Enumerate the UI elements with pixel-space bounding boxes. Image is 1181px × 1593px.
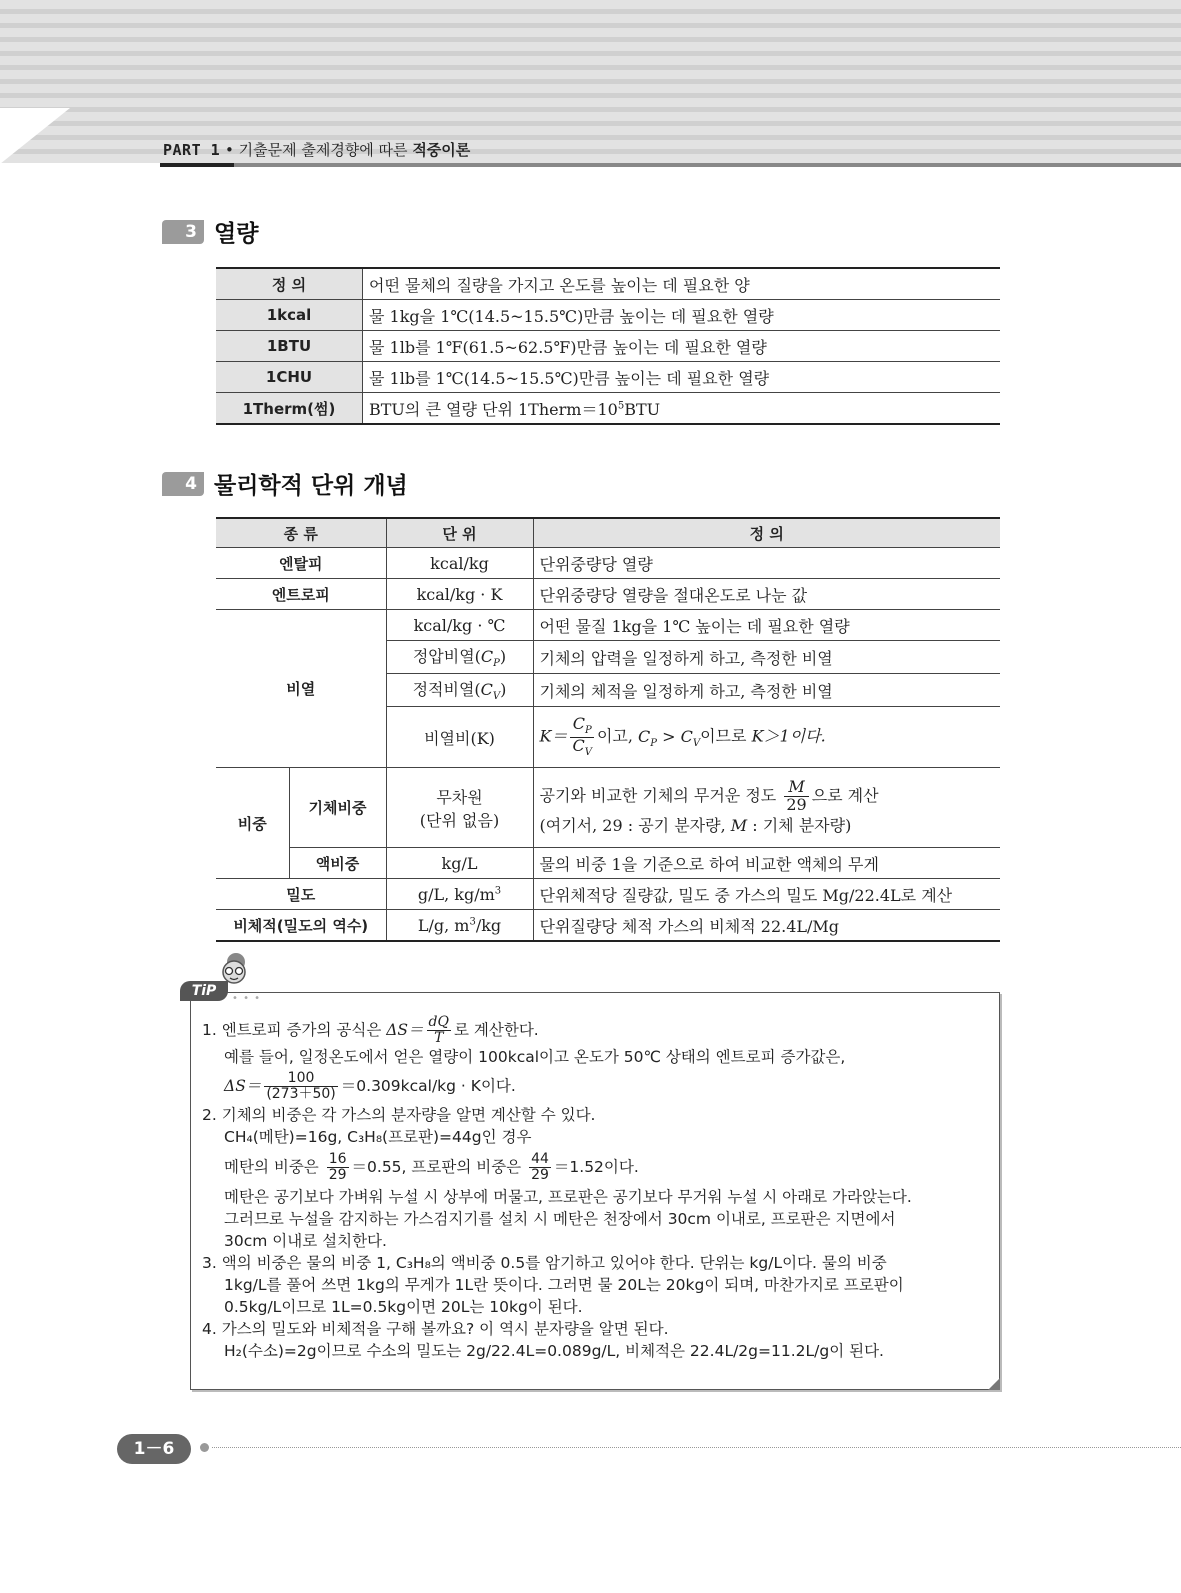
row-key: 1BTU [216, 331, 363, 362]
row-definition: 물의 비중 1을 기준으로 하여 비교한 액체의 무게 [533, 848, 1000, 879]
definition-text: 공기와 비교한 기체의 무거운 정도 [539, 785, 777, 805]
row-key: 1kcal [216, 300, 363, 331]
section-label: 물리학적 단위 개념 [214, 473, 408, 499]
unit-text: (단위 없음) [419, 810, 500, 830]
value-text: BTU [624, 399, 661, 419]
table-row [216, 848, 1000, 879]
fraction [784, 776, 808, 814]
formula-text: 이므로 [700, 726, 752, 746]
row-value: 물 1lb를 1℃(14.5~15.5℃)만큼 높이는 데 필요한 열량 [363, 362, 1001, 393]
tip-line [202, 1148, 988, 1186]
table-row [216, 548, 1000, 579]
subscript: V [492, 691, 501, 703]
row-subkind: 액비중 [289, 848, 386, 879]
fraction [570, 713, 593, 758]
unit-text: ) [500, 680, 507, 700]
row-value: 물 1lb를 1℉(61.5~62.5℉)만큼 높이는 데 필요한 열량 [363, 331, 1001, 362]
formula-inequality: $C_P > C_V$ [638, 726, 701, 749]
symbol: C [480, 680, 493, 700]
tip-line: 그러므로 누설을 감지하는 가스검지기를 설치 시 메탄은 천장에서 30cm 이내로, 프로판은 지면에서 [224, 1210, 896, 1228]
header-fold [0, 108, 70, 164]
tip-line: 1kg/L를 풀어 쓰면 1kg의 무게가 1L란 뜻이다. 그러면 물 20L는 20kg이 되며, 마찬가지로 프로판이 [224, 1276, 904, 1294]
footer-dot [200, 1443, 209, 1452]
fraction-denominator: 29 [328, 1167, 347, 1183]
fraction-denominator: 29 [531, 1167, 549, 1183]
fraction-numerator: 16 [328, 1151, 347, 1168]
table-row [216, 610, 1000, 641]
row-kind: 비중 [216, 768, 289, 879]
column-header: 단 위 [386, 518, 533, 548]
definition-text: 으로 계산 [811, 785, 879, 805]
row-definition: 단위질량당 체적 가스의 비체적 22.4L/Mg [533, 910, 1000, 942]
value-text: BTU의 큰 열량 단위 1Therm＝10 [369, 399, 618, 419]
header-separator: • [224, 141, 234, 159]
tip-badge: TiP [180, 981, 228, 1001]
formula-lhs: ΔS＝ [224, 1077, 262, 1095]
row-unit [386, 641, 533, 674]
formula-lhs: ΔS＝ [386, 1021, 424, 1039]
fraction-numerator: 100 [264, 1071, 337, 1087]
section-number: 4 [162, 472, 204, 496]
tip-line: 4. 가스의 밀도와 비체적을 구해 볼까요? 이 역시 분자량을 알면 된다. [202, 1320, 669, 1338]
formula-conclusion: K＞1이다. [751, 726, 826, 746]
definition-line [540, 813, 995, 836]
row-unit [386, 910, 533, 942]
row-unit: 비열비(K) [386, 707, 533, 768]
row-definition: 어떤 물질 1kg을 1℃ 높이는 데 필요한 열량 [533, 610, 1000, 641]
tip-line: 30cm 이내로 설치한다. [224, 1232, 387, 1250]
tip-line: H₂(수소)=2g이므로 수소의 밀도는 2g/22.4L=0.089g/L, 비체적은 22.4L/2g=11.2L/g이 된다. [224, 1342, 884, 1360]
tip-dots: • • • [232, 993, 262, 1004]
tip-line: 3. 액의 비중은 물의 비중 1, C₃H₈의 액비중 0.5를 암기하고 있어야 한다. 단위는 kg/L이다. 물의 비중 [202, 1254, 887, 1272]
fraction-denominator: $C_V$ [572, 735, 592, 758]
row-definition: 단위체적당 질량값, 밀도 중 가스의 밀도 Mg/22.4L로 계산 [533, 879, 1000, 910]
row-unit: kg/L [386, 848, 533, 879]
definition-line [539, 776, 995, 814]
column-header: 정 의 [533, 518, 1000, 548]
tip-line [202, 1068, 988, 1104]
row-definition: 기체의 압력을 일정하게 하고, 측정한 비열 [533, 641, 1000, 674]
row-unit [386, 674, 533, 707]
row-unit: kcal/kg · K [386, 579, 533, 610]
heat-units-table [216, 267, 1000, 425]
page-number: 1－6 [117, 1434, 191, 1464]
fraction-numerator: M [784, 779, 808, 797]
table-row [216, 879, 1000, 910]
row-subkind: 기체비중 [289, 768, 386, 848]
header-rule [160, 163, 1181, 167]
row-value: 물 1kg을 1℃(14.5~15.5℃)만큼 높이는 데 필요한 열량 [363, 300, 1001, 331]
row-value: 어떤 물체의 질량을 가지고 온도를 높이는 데 필요한 양 [363, 268, 1001, 300]
unit-text: ) [499, 647, 507, 667]
tip-line: 메탄은 공기보다 가벼워 누설 시 상부에 머물고, 프로판은 공기보다 무거워 누설 시 아래로 가라앉는다. [224, 1188, 912, 1206]
tip-text: ＝0.55, 프로판의 비중은 [351, 1158, 527, 1176]
page-curl-corner [988, 1378, 1000, 1390]
fraction [427, 1015, 451, 1045]
unit-text: 정적비열( [412, 680, 481, 700]
header-rule-accent [160, 163, 234, 167]
tip-text: ＝0.309kcal/kg · K이다. [340, 1077, 516, 1095]
definition-text: : 기체 분자량) [747, 816, 852, 836]
row-value [363, 393, 1001, 425]
exponent: 5 [617, 400, 625, 412]
row-kind: 비열 [216, 610, 386, 768]
table-row [216, 268, 1000, 300]
column-header: 종 류 [216, 518, 386, 548]
fraction-denominator: 29 [786, 794, 807, 814]
fraction-numerator: 44 [531, 1151, 549, 1168]
fraction-numerator: $C_P$ [570, 716, 593, 738]
row-unit: kcal/kg [386, 548, 533, 579]
table-row [216, 768, 1000, 848]
header-text: 기출문제 출제경향에 따른 [238, 141, 413, 159]
exponent: 3 [469, 916, 476, 928]
row-definition: 단위중량당 열량을 절대온도로 나눈 값 [533, 579, 1000, 610]
header-emphasis: 적중이론 [412, 141, 471, 159]
symbol: C [480, 647, 494, 667]
tip-line [202, 1014, 988, 1046]
row-unit [386, 879, 533, 910]
header-part: PART 1 [163, 141, 221, 159]
tip-line: 2. 기체의 비중은 각 가스의 분자량을 알면 계산할 수 있다. [202, 1106, 596, 1124]
tip-text: 로 계산한다. [454, 1021, 539, 1039]
table-row [216, 910, 1000, 942]
row-definition: 기체의 체적을 일정하게 하고, 측정한 비열 [533, 674, 1000, 707]
row-kind: 비체적(밀도의 역수) [216, 910, 386, 942]
tip-line: 예를 들어, 일정온도에서 얻은 열량이 100kcal이고 온도가 50℃ 상태의 엔트로피 증가값은, [224, 1048, 846, 1066]
table-row [216, 579, 1000, 610]
row-definition [533, 707, 1000, 768]
table-row [216, 362, 1000, 393]
table-row [216, 393, 1000, 425]
row-kind: 엔트로피 [216, 579, 386, 610]
subscript: P [493, 658, 500, 670]
section-4-title [162, 467, 408, 500]
row-definition [533, 768, 1000, 848]
definition-text: (여기서, 29 : 공기 분자량, [539, 816, 731, 836]
row-kind: 엔탈피 [216, 548, 386, 579]
fraction [264, 1071, 337, 1101]
tip-text: ＝1.52이다. [553, 1158, 639, 1176]
tip-line: CH₄(메탄)=16g, C₃H₈(프로판)=44g인 경우 [224, 1128, 532, 1146]
fraction [327, 1152, 349, 1182]
footer-rule [212, 1447, 1181, 1448]
unit-text: g/L, kg/m [417, 884, 495, 904]
unit-text: /kg [475, 915, 502, 935]
row-key: 정 의 [216, 268, 363, 300]
section-label: 열량 [214, 221, 259, 247]
fraction-denominator: T [434, 1030, 444, 1046]
unit-text: L/g, m [417, 915, 470, 935]
row-unit [386, 768, 533, 848]
table-row [216, 331, 1000, 362]
running-header [163, 139, 470, 160]
fraction [529, 1152, 551, 1182]
tip-line: 0.5kg/L이므로 1L=0.5kg이면 20L는 10kg이 된다. [224, 1298, 583, 1316]
table-header-row [216, 518, 1000, 548]
row-key: 1CHU [216, 362, 363, 393]
symbol: M [730, 816, 748, 836]
section-number: 3 [162, 220, 204, 244]
physical-units-table [216, 517, 1000, 942]
tip-content [202, 1014, 988, 1362]
row-kind: 밀도 [216, 879, 386, 910]
tip-text: 1. 엔트로피 증가의 공식은 [202, 1021, 387, 1039]
row-key: 1Therm(썸) [216, 393, 363, 425]
fraction-numerator: dQ [428, 1014, 449, 1031]
unit-text: 정압비열( [412, 647, 481, 667]
unit-text: 무차원 [436, 787, 483, 807]
section-3-title [162, 215, 258, 248]
row-definition: 단위중량당 열량 [533, 548, 1000, 579]
formula-lhs: K＝ [539, 726, 568, 746]
row-unit: kcal/kg · ℃ [386, 610, 533, 641]
fraction-denominator: (273＋50) [266, 1086, 336, 1102]
formula-text: 이고, [596, 726, 639, 746]
tip-text: 메탄의 비중은 [224, 1158, 324, 1176]
table-row [216, 300, 1000, 331]
exponent: 3 [494, 885, 502, 897]
